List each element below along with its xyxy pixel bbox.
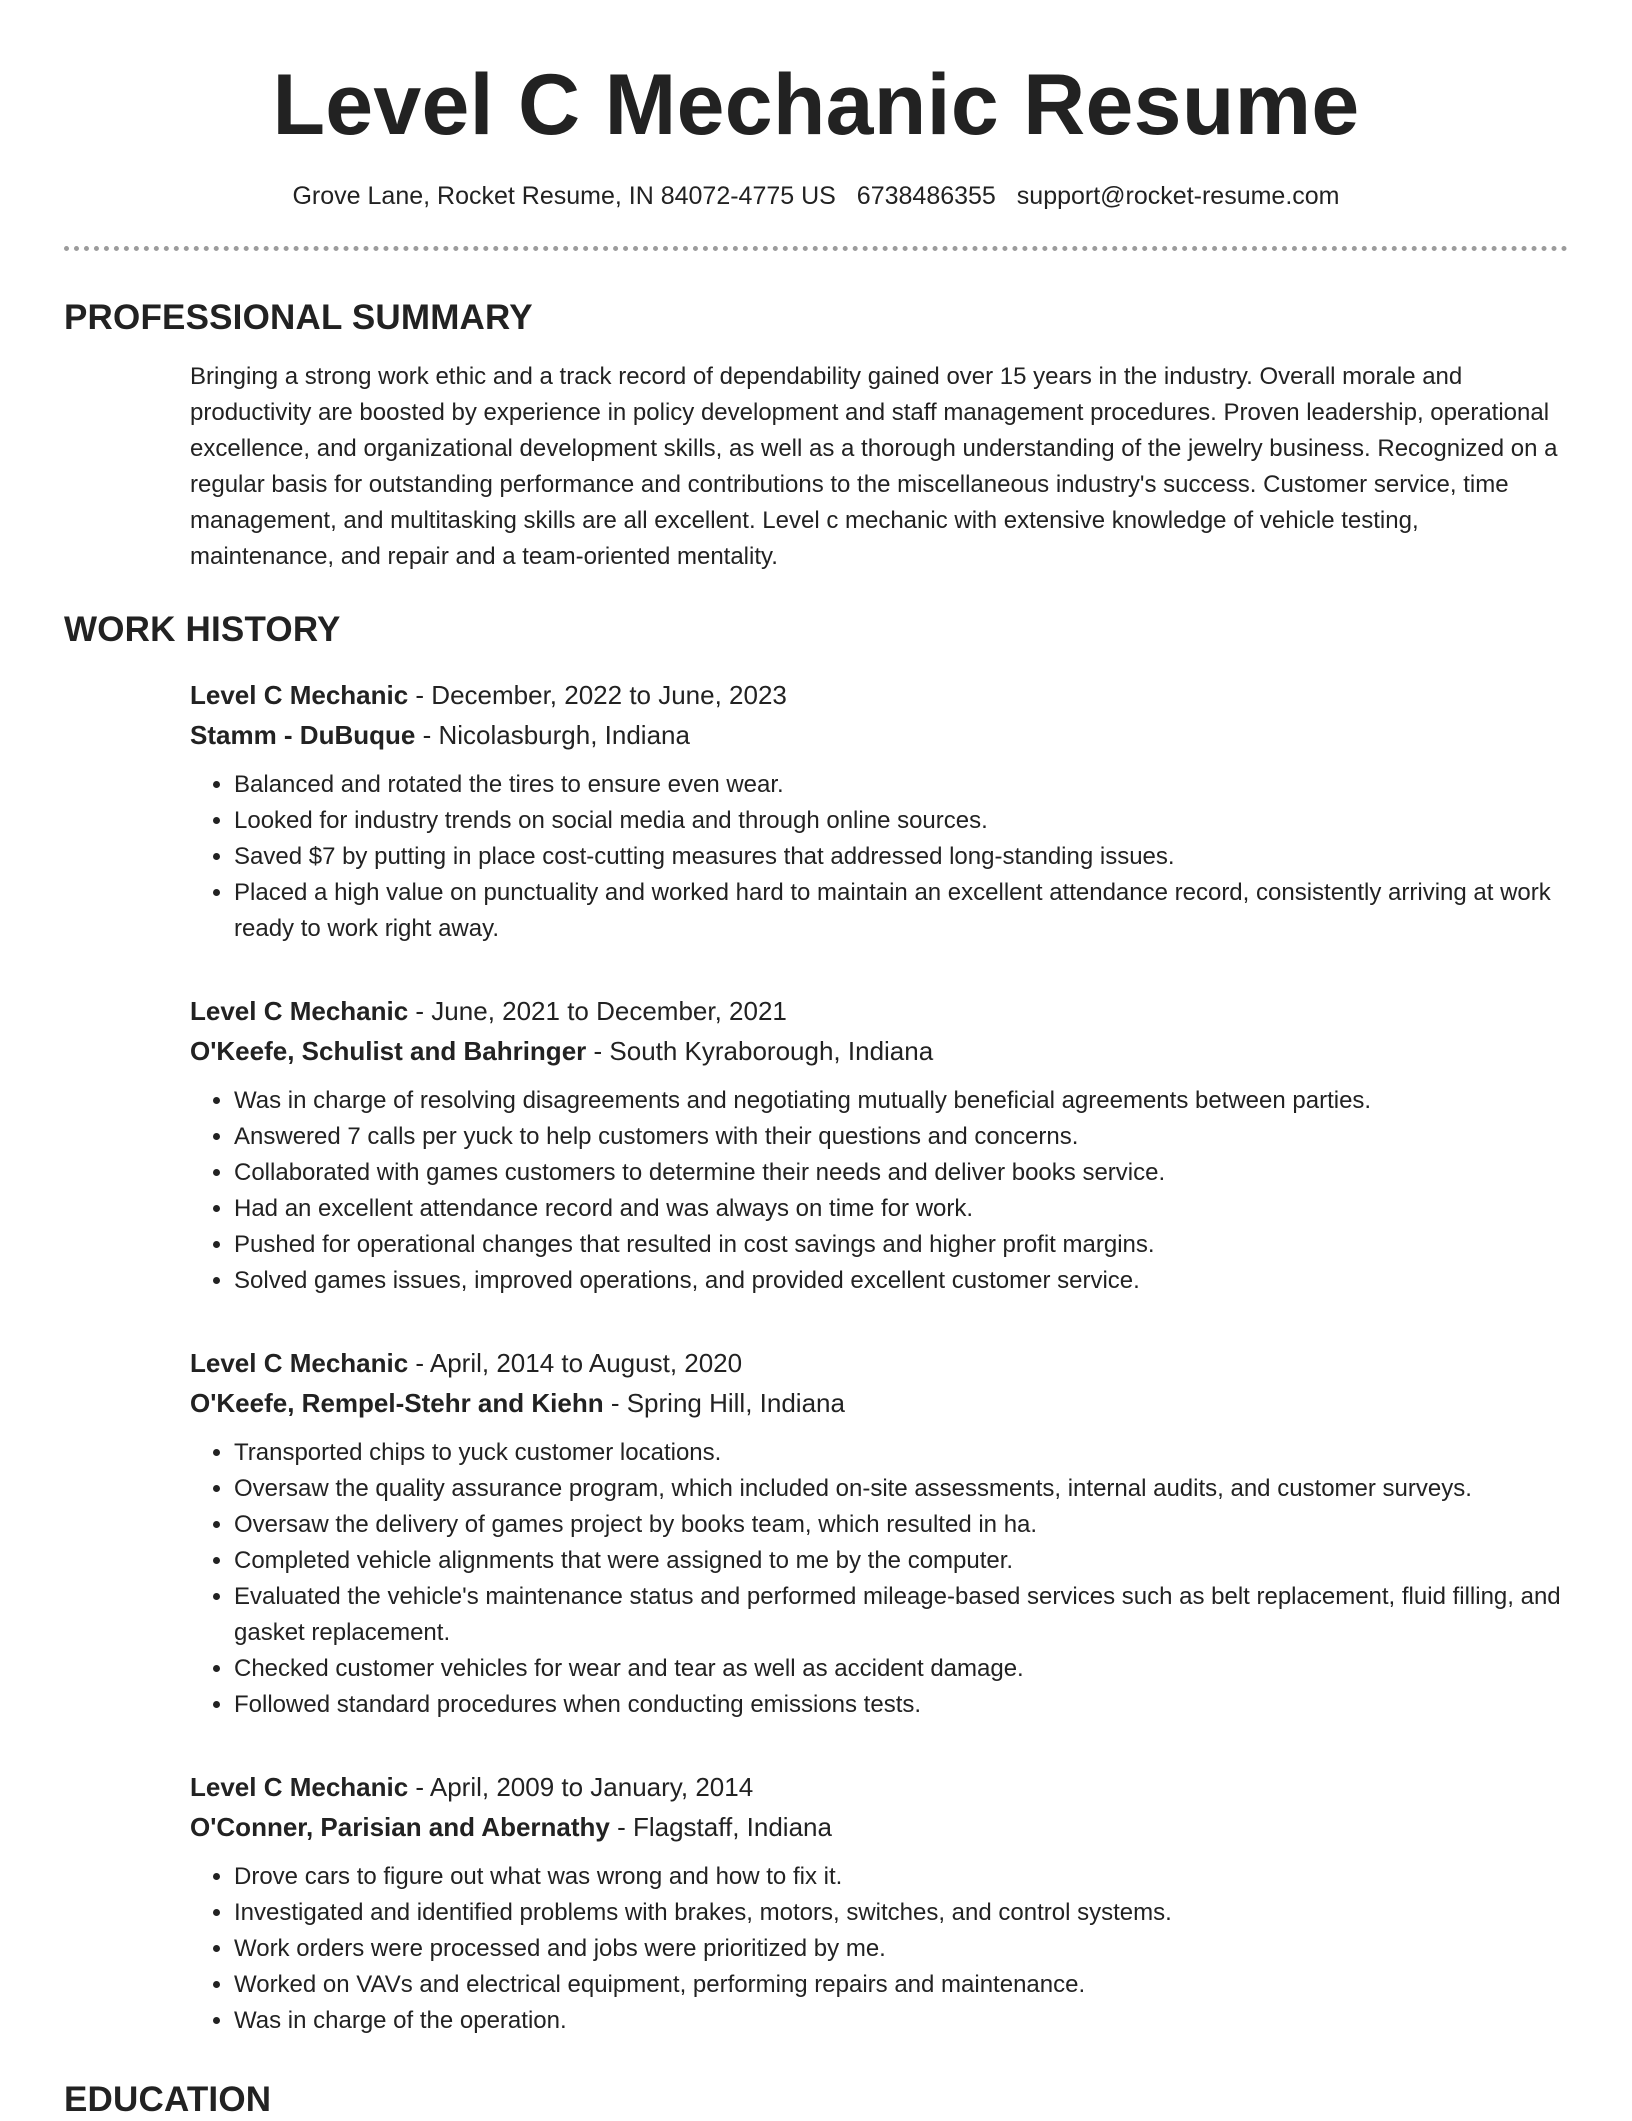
contact-line <box>64 180 1568 212</box>
job-location: - South Kyraborough, Indiana <box>586 1036 934 1066</box>
job-bullet: • Checked customer vehicles for wear and tear as well as accident damage. <box>234 1651 1568 1687</box>
job-bullet: • Investigated and identified problems with brakes, motors, switches, and control systems. <box>234 1895 1568 1931</box>
job-company: Stamm - DuBuque <box>190 720 416 750</box>
job-bullet: • Placed a high value on punctuality and worked hard to maintain an excellent attendance record, consistently arriving at work ready to work right away. <box>234 875 1568 947</box>
job-bullets <box>190 1435 1568 1723</box>
job-bullet: • Oversaw the delivery of games project by books team, which resulted in ha. <box>234 1507 1568 1543</box>
job-entry <box>190 1767 1568 2039</box>
job-position: Level C Mechanic <box>190 1348 409 1378</box>
job-bullet: • Collaborated with games customers to determine their needs and deliver books service. <box>234 1155 1568 1191</box>
job-bullet: • Followed standard procedures when conducting emissions tests. <box>234 1687 1568 1723</box>
job-company-line <box>190 715 1568 755</box>
summary-text: Bringing a strong work ethic and a track record of dependability gained over 15 years in the industry. Overall morale and productivity are boosted by experience in policy development and staff management procedures. Proven leadership, operational excellence, and organizational development skills, as well as a thorough understanding of the jewelry business. Recognized on a regular basis for outstanding performance and contributions to the miscellaneous industry's success. Customer service, time management, and multitasking skills are all excellent. Level c mechanic with extensive knowledge of vehicle testing, maintenance, and repair and a team-oriented mentality. <box>190 363 1558 570</box>
section-title-work: WORK HISTORY <box>64 610 341 649</box>
resume-header <box>64 0 1568 212</box>
job-bullet: • Saved $7 by putting in place cost-cutting measures that addressed long-standing issues. <box>234 839 1568 875</box>
job-company: O'Keefe, Rempel-Stehr and Kiehn <box>190 1388 604 1418</box>
contact-phone: 6738486355 <box>856 182 996 210</box>
job-bullets <box>190 767 1568 947</box>
professional-summary-section <box>64 297 1568 575</box>
job-bullet: • Had an excellent attendance record and was always on time for work. <box>234 1191 1568 1227</box>
job-bullet: • Answered 7 calls per yuck to help customers with their questions and concerns. <box>234 1119 1568 1155</box>
contact-email[interactable]: support@rocket-resume.com <box>1016 182 1340 210</box>
resume-title: Level C Mechanic Resume <box>272 57 1360 153</box>
work-history-section <box>64 609 1568 2039</box>
job-bullets <box>190 1859 1568 2039</box>
job-location: - Flagstaff, Indiana <box>609 1812 832 1842</box>
job-bullet: • Work orders were processed and jobs were prioritized by me. <box>234 1931 1568 1967</box>
job-bullet: • Transported chips to yuck customer locations. <box>234 1435 1568 1471</box>
job-bullet: • Evaluated the vehicle's maintenance status and performed mileage-based services such as belt replacement, fluid filling, and gasket replacement. <box>234 1579 1568 1651</box>
job-title-line <box>190 1767 1568 1807</box>
header-divider <box>64 246 1568 251</box>
summary-body <box>64 359 1568 575</box>
job-bullet: • Pushed for operational changes that resulted in cost savings and higher profit margins. <box>234 1227 1568 1263</box>
job-position: Level C Mechanic <box>190 996 409 1026</box>
section-title-summary: PROFESSIONAL SUMMARY <box>64 298 533 337</box>
job-bullet: • Oversaw the quality assurance program, which included on-site assessments, internal audits, and customer surveys. <box>234 1471 1568 1507</box>
job-dates: - December, 2022 to June, 2023 <box>408 680 787 710</box>
job-position: Level C Mechanic <box>190 680 409 710</box>
job-company: O'Conner, Parisian and Abernathy <box>190 1812 610 1842</box>
job-dates: - June, 2021 to December, 2021 <box>408 996 787 1026</box>
job-title-line <box>190 675 1568 715</box>
job-bullet: • Balanced and rotated the tires to ensure even wear. <box>234 767 1568 803</box>
job-dates: - April, 2009 to January, 2014 <box>408 1772 754 1802</box>
work-body <box>64 675 1568 2039</box>
job-bullet: • Was in charge of the operation. <box>234 2003 1568 2039</box>
contact-address: Grove Lane, Rocket Resume, IN 84072-4775 US <box>292 182 836 210</box>
job-location: - Nicolasburgh, Indiana <box>415 720 690 750</box>
education-section <box>64 2079 1568 2121</box>
job-company: O'Keefe, Schulist and Bahringer <box>190 1036 587 1066</box>
job-title-line <box>190 1343 1568 1383</box>
job-location: - Spring Hill, Indiana <box>603 1388 845 1418</box>
job-position: Level C Mechanic <box>190 1772 409 1802</box>
job-dates: - April, 2014 to August, 2020 <box>408 1348 743 1378</box>
job-title-line <box>190 991 1568 1031</box>
job-company-line <box>190 1807 1568 1847</box>
job-bullet: • Looked for industry trends on social media and through online sources. <box>234 803 1568 839</box>
job-entry <box>190 1343 1568 1723</box>
job-bullets <box>190 1083 1568 1299</box>
job-bullet: • Was in charge of resolving disagreements and negotiating mutually beneficial agreements between parties. <box>234 1083 1568 1119</box>
job-bullet: • Worked on VAVs and electrical equipment, performing repairs and maintenance. <box>234 1967 1568 2003</box>
job-bullet: • Solved games issues, improved operations, and provided excellent customer service. <box>234 1263 1568 1299</box>
job-bullet: • Completed vehicle alignments that were assigned to me by the computer. <box>234 1543 1568 1579</box>
section-title-education: EDUCATION <box>64 2080 272 2119</box>
job-company-line <box>190 1383 1568 1423</box>
job-company-line <box>190 1031 1568 1071</box>
job-entry <box>190 991 1568 1299</box>
job-entry <box>190 675 1568 947</box>
job-bullet: • Drove cars to figure out what was wrong and how to fix it. <box>234 1859 1568 1895</box>
